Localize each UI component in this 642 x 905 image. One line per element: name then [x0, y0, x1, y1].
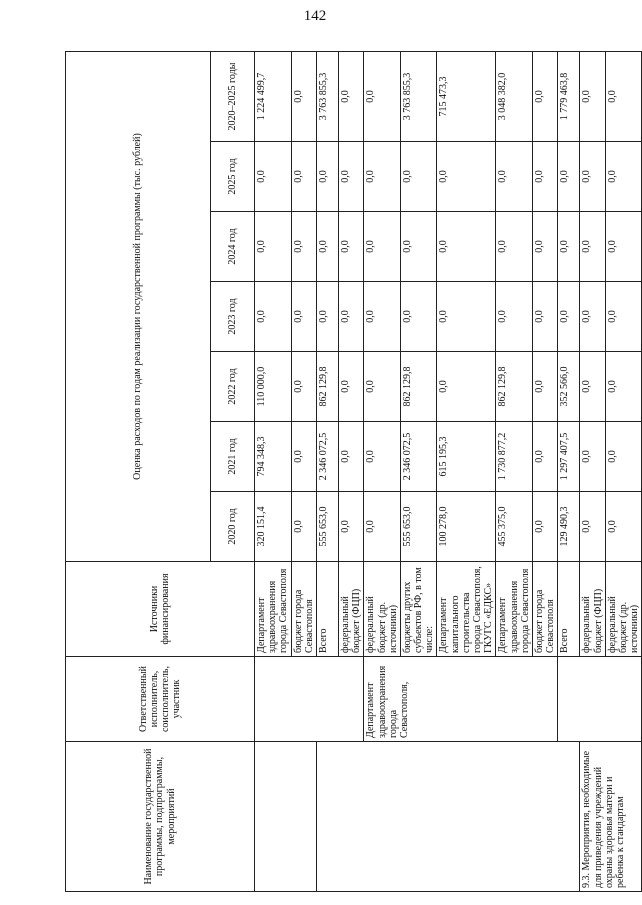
value-cell: 0,0	[316, 212, 338, 282]
value-cell: 0,0	[364, 352, 401, 422]
responsible-cell	[255, 657, 364, 742]
value-cell: 0,0	[496, 212, 533, 282]
funding-source-cell: Департамент капитального строительства города Севастополя, ГКУГС «ЕДКС»	[437, 562, 496, 657]
responsible-cell: Департамент здравоохранения города Севастополя,	[364, 657, 558, 742]
value-cell: 0,0	[437, 352, 496, 422]
value-cell: 0,0	[532, 51, 557, 141]
value-cell: 2 346 072,5	[316, 422, 338, 492]
value-cell: 0,0	[364, 282, 401, 352]
funding-source-cell: бюджеты других субъектов РФ, в том числе:	[400, 562, 437, 657]
value-cell: 0,0	[291, 282, 316, 352]
value-cell: 3 048 382,0	[496, 51, 533, 141]
value-cell: 1 730 877,2	[496, 422, 533, 492]
value-cell: 0,0	[605, 212, 642, 282]
value-cell: 129 490,3	[558, 492, 580, 562]
value-cell: 0,0	[255, 212, 292, 282]
value-cell: 0,0	[580, 422, 605, 492]
value-cell: 0,0	[338, 51, 363, 141]
value-cell: 100 278,0	[437, 492, 496, 562]
value-cell: 0,0	[532, 492, 557, 562]
value-cell: 0,0	[532, 422, 557, 492]
value-cell: 0,0	[338, 142, 363, 212]
value-cell: 3 763 855,3	[400, 51, 437, 141]
funding-source-cell: Департамент здравоохранения города Севастополя	[255, 562, 292, 657]
value-cell: 0,0	[437, 212, 496, 282]
value-cell: 0,0	[558, 212, 580, 282]
value-cell: 0,0	[605, 282, 642, 352]
value-cell: 0,0	[291, 422, 316, 492]
value-cell: 0,0	[291, 142, 316, 212]
year-header: 2025 год	[211, 142, 255, 212]
value-cell: 0,0	[580, 212, 605, 282]
value-cell: 0,0	[364, 422, 401, 492]
funding-source-cell: федеральный бюджет (др. источники)	[605, 562, 642, 657]
table-row	[255, 51, 292, 891]
year-header: 2020 год	[211, 492, 255, 562]
value-cell: 0,0	[496, 282, 533, 352]
year-header: 2024 год	[211, 212, 255, 282]
year-header: 2023 год	[211, 282, 255, 352]
value-cell: 0,0	[338, 282, 363, 352]
value-cell: 0,0	[580, 51, 605, 141]
funding-source-cell: Всего	[316, 562, 338, 657]
year-header: 2021 год	[211, 422, 255, 492]
value-cell: 0,0	[364, 51, 401, 141]
value-cell: 0,0	[338, 352, 363, 422]
value-cell: 0,0	[291, 352, 316, 422]
value-cell: 110 000,0	[255, 352, 292, 422]
value-cell: 862 129,8	[316, 352, 338, 422]
value-cell: 0,0	[558, 282, 580, 352]
funding-source-cell: федеральный бюджет (др. источники)	[364, 562, 401, 657]
value-cell: 0,0	[605, 352, 642, 422]
budget-table	[65, 51, 642, 892]
value-cell: 0,0	[255, 282, 292, 352]
value-cell: 0,0	[364, 142, 401, 212]
value-cell: 0,0	[437, 142, 496, 212]
col-header-responsible: Ответственный исполнитель, соисполнитель, участник	[66, 657, 255, 742]
value-cell: 0,0	[496, 142, 533, 212]
value-cell: 0,0	[364, 212, 401, 282]
value-cell: 1 297 407,5	[558, 422, 580, 492]
header-row	[66, 51, 211, 891]
col-header-estimate: Оценка расходов по годам реализации государственной программы (тыс. рублей)	[66, 51, 211, 561]
value-cell: 0,0	[437, 282, 496, 352]
responsible-cell	[558, 657, 642, 742]
col-header-name: Наименование государственной программы, подпрограммы, мероприятий	[66, 742, 255, 892]
funding-source-cell: бюджет города Севастополя	[532, 562, 557, 657]
value-cell: 1 779 463,8	[558, 51, 580, 141]
value-cell: 0,0	[255, 142, 292, 212]
page-number: 142	[303, 8, 327, 24]
value-cell: 794 348,3	[255, 422, 292, 492]
value-cell: 2 346 072,5	[400, 422, 437, 492]
funding-source-cell: федеральный бюджет (ФЦП)	[338, 562, 363, 657]
value-cell: 0,0	[338, 492, 363, 562]
value-cell: 0,0	[338, 212, 363, 282]
value-cell: 555 653,0	[316, 492, 338, 562]
value-cell: 0,0	[580, 352, 605, 422]
value-cell: 615 195,3	[437, 422, 496, 492]
value-cell: 0,0	[400, 142, 437, 212]
value-cell: 0,0	[532, 142, 557, 212]
value-cell: 1 224 499,7	[255, 51, 292, 141]
year-header: 2022 год	[211, 352, 255, 422]
value-cell: 0,0	[291, 492, 316, 562]
value-cell: 715 473,3	[437, 51, 496, 141]
value-cell: 0,0	[532, 282, 557, 352]
value-cell: 862 129,8	[496, 352, 533, 422]
funding-source-cell: федеральный бюджет (ФЦП)	[580, 562, 605, 657]
table-row	[580, 51, 605, 891]
value-cell: 320 151,4	[255, 492, 292, 562]
value-cell: 0,0	[558, 142, 580, 212]
value-cell: 0,0	[364, 492, 401, 562]
value-cell: 455 375,0	[496, 492, 533, 562]
funding-source-cell: Всего	[558, 562, 580, 657]
value-cell: 0,0	[605, 142, 642, 212]
rotated-table-container	[65, 52, 641, 892]
value-cell: 0,0	[400, 212, 437, 282]
value-cell: 0,0	[338, 422, 363, 492]
value-cell: 862 129,8	[400, 352, 437, 422]
measure-name-cell: 9.3. Мероприятия, необходимые для приведения учреждений охраны здоровья матери и ребенка к стандартам	[580, 742, 642, 892]
value-cell: 555 653,0	[400, 492, 437, 562]
col-header-source: Источники финансирования	[66, 562, 255, 657]
value-cell: 0,0	[400, 282, 437, 352]
value-cell: 0,0	[291, 51, 316, 141]
value-cell: 0,0	[580, 142, 605, 212]
value-cell: 0,0	[532, 352, 557, 422]
table-frame	[65, 52, 641, 892]
table-body	[255, 51, 642, 891]
measure-name-cell	[316, 742, 579, 892]
value-cell: 0,0	[532, 212, 557, 282]
value-cell: 0,0	[291, 212, 316, 282]
measure-name-cell	[255, 742, 317, 892]
value-cell: 0,0	[605, 492, 642, 562]
value-cell: 0,0	[580, 282, 605, 352]
value-cell: 0,0	[605, 422, 642, 492]
table-row	[316, 51, 338, 891]
funding-source-cell: Департамент здравоохранения города Севастополя	[496, 562, 533, 657]
value-cell: 0,0	[605, 51, 642, 141]
value-cell: 0,0	[316, 142, 338, 212]
funding-source-cell: бюджет города Севастополя	[291, 562, 316, 657]
value-cell: 352 566,0	[558, 352, 580, 422]
value-cell: 0,0	[580, 492, 605, 562]
value-cell: 0,0	[316, 282, 338, 352]
year-header: 2020–2025 годы	[211, 51, 255, 141]
value-cell: 3 763 855,3	[316, 51, 338, 141]
